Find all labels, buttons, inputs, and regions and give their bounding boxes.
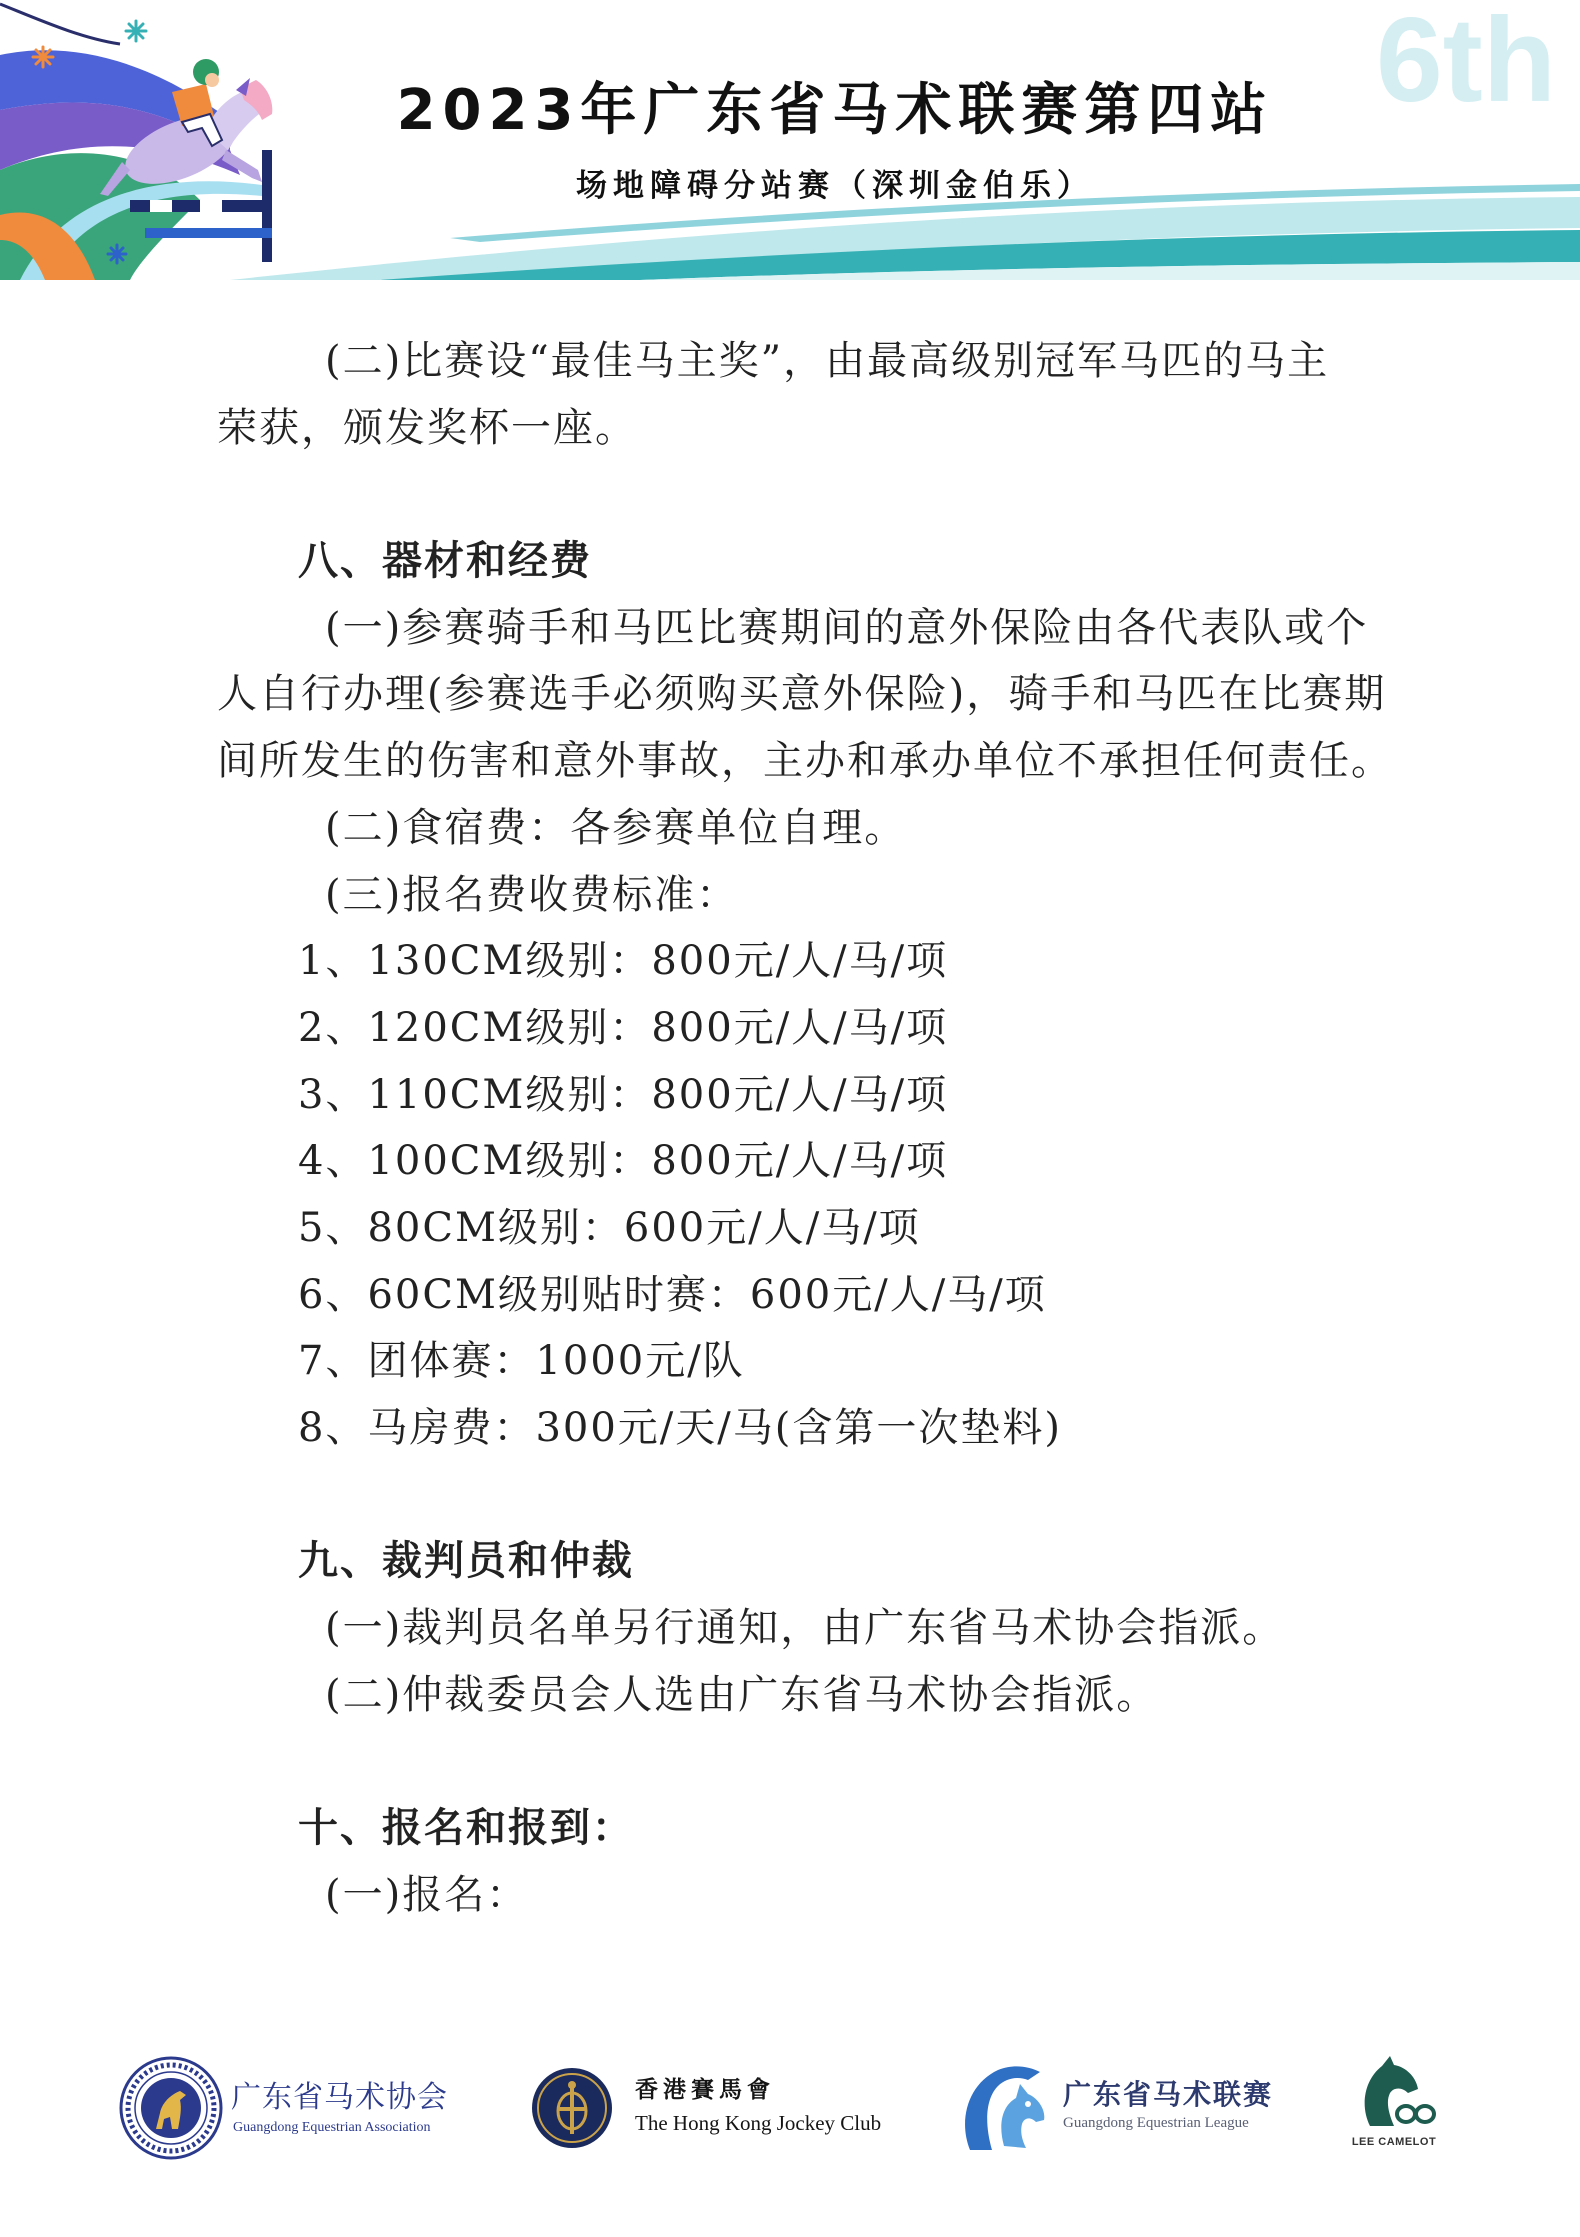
horse-head-icon — [958, 2058, 1052, 2158]
paragraph-line: (一)裁判员名单另行通知，由广东省马术协会指派。 — [325, 1605, 1285, 1652]
horse-seal-icon — [118, 2055, 224, 2161]
lee-camelot-name: LEE CAMELOT — [1351, 2136, 1437, 2148]
fee-item: 5、80CM级别：600元/人/马/项 — [298, 1204, 921, 1251]
blank-line — [0, 1728, 1580, 1795]
sparkle-icon — [33, 47, 53, 67]
hkjc-name-en: The Hong Kong Jockey Club — [635, 2111, 882, 2135]
section-heading: 十、报名和报到： — [298, 1804, 634, 1852]
sponsor-footer — [0, 2040, 1580, 2190]
fee-list — [0, 928, 1580, 1462]
jockey-club-crest-icon — [530, 2066, 614, 2150]
fee-item: 1、130CM级别：800元/人/马/项 — [298, 938, 949, 985]
blank-line — [0, 461, 1580, 528]
hkjc-name: 香港賽馬會 — [635, 2076, 775, 2103]
fence-rail-stripe-2 — [200, 200, 222, 212]
page-title: 2023年广东省马术联赛第四站 — [396, 78, 1274, 143]
award-paragraph — [0, 328, 1580, 461]
fee-item: 6、60CM级别贴时赛：600元/人/马/项 — [298, 1271, 1047, 1318]
section-judges-arbitration — [0, 1528, 1580, 1728]
page-subtitle: 场地障碍分站赛（深圳金伯乐） — [576, 168, 1094, 204]
fee-item: 7、团体赛：1000元/队 — [298, 1338, 745, 1385]
sparkle-icon — [108, 245, 126, 263]
fee-item: 4、100CM级别：800元/人/马/项 — [298, 1138, 949, 1185]
header-banner — [0, 0, 1580, 280]
fee-item: 3、110CM级别：800元/人/马/项 — [298, 1071, 949, 1118]
rider-face — [205, 73, 219, 87]
blank-line — [0, 1462, 1580, 1529]
fee-item: 2、120CM级别：800元/人/马/项 — [298, 1004, 949, 1051]
section-heading: 八、器材和经费 — [298, 537, 592, 585]
gel-name: 广东省马术联赛 — [1063, 2078, 1274, 2111]
section-registration — [0, 1795, 1580, 1928]
paragraph-line: (二)仲裁委员会人选由广东省马术协会指派。 — [325, 1671, 1159, 1718]
paragraph-line: (二)比赛设“最佳马主奖”，由最高级别冠军马匹的马主 — [325, 338, 1330, 384]
paragraph-line: 荣获，颁发奖杯一座。 — [217, 404, 637, 451]
gel-name-en: Guangdong Equestrian League — [1063, 2115, 1249, 2131]
edition-watermark: 6th — [1376, 0, 1556, 127]
paragraph-line: 间所发生的伤害和意外事故，主办和承办单位不承担任何责任。 — [217, 738, 1393, 785]
paragraph-line: (一)参赛骑手和马匹比赛期间的意外保险由各代表队或个 — [325, 604, 1369, 651]
swoosh-line — [0, 4, 120, 44]
fence-rail-low — [145, 228, 272, 238]
paragraph-line: (一)报名： — [325, 1871, 529, 1918]
paragraph-line: (三)报名费收费标准： — [325, 871, 739, 918]
paragraph-line: 人自行办理(参赛选手必须购买意外保险)，骑手和马匹在比赛期 — [217, 671, 1387, 718]
gea-name: 广东省马术协会 — [231, 2080, 448, 2115]
gea-name-en: Guangdong Equestrian Association — [233, 2120, 431, 2135]
fee-item: 8、马房费：300元/天/马(含第一次垫料) — [298, 1405, 1062, 1451]
section-heading: 九、裁判员和仲裁 — [298, 1537, 634, 1585]
fence-rail-stripe — [150, 200, 172, 212]
paragraph-line: (二)食宿费：各参赛单位自理。 — [325, 804, 907, 851]
lee-horse-icon — [1352, 2052, 1438, 2134]
section-equipment-fees — [0, 528, 1580, 1462]
document-body — [0, 328, 1580, 1929]
sparkle-icon — [126, 21, 146, 41]
